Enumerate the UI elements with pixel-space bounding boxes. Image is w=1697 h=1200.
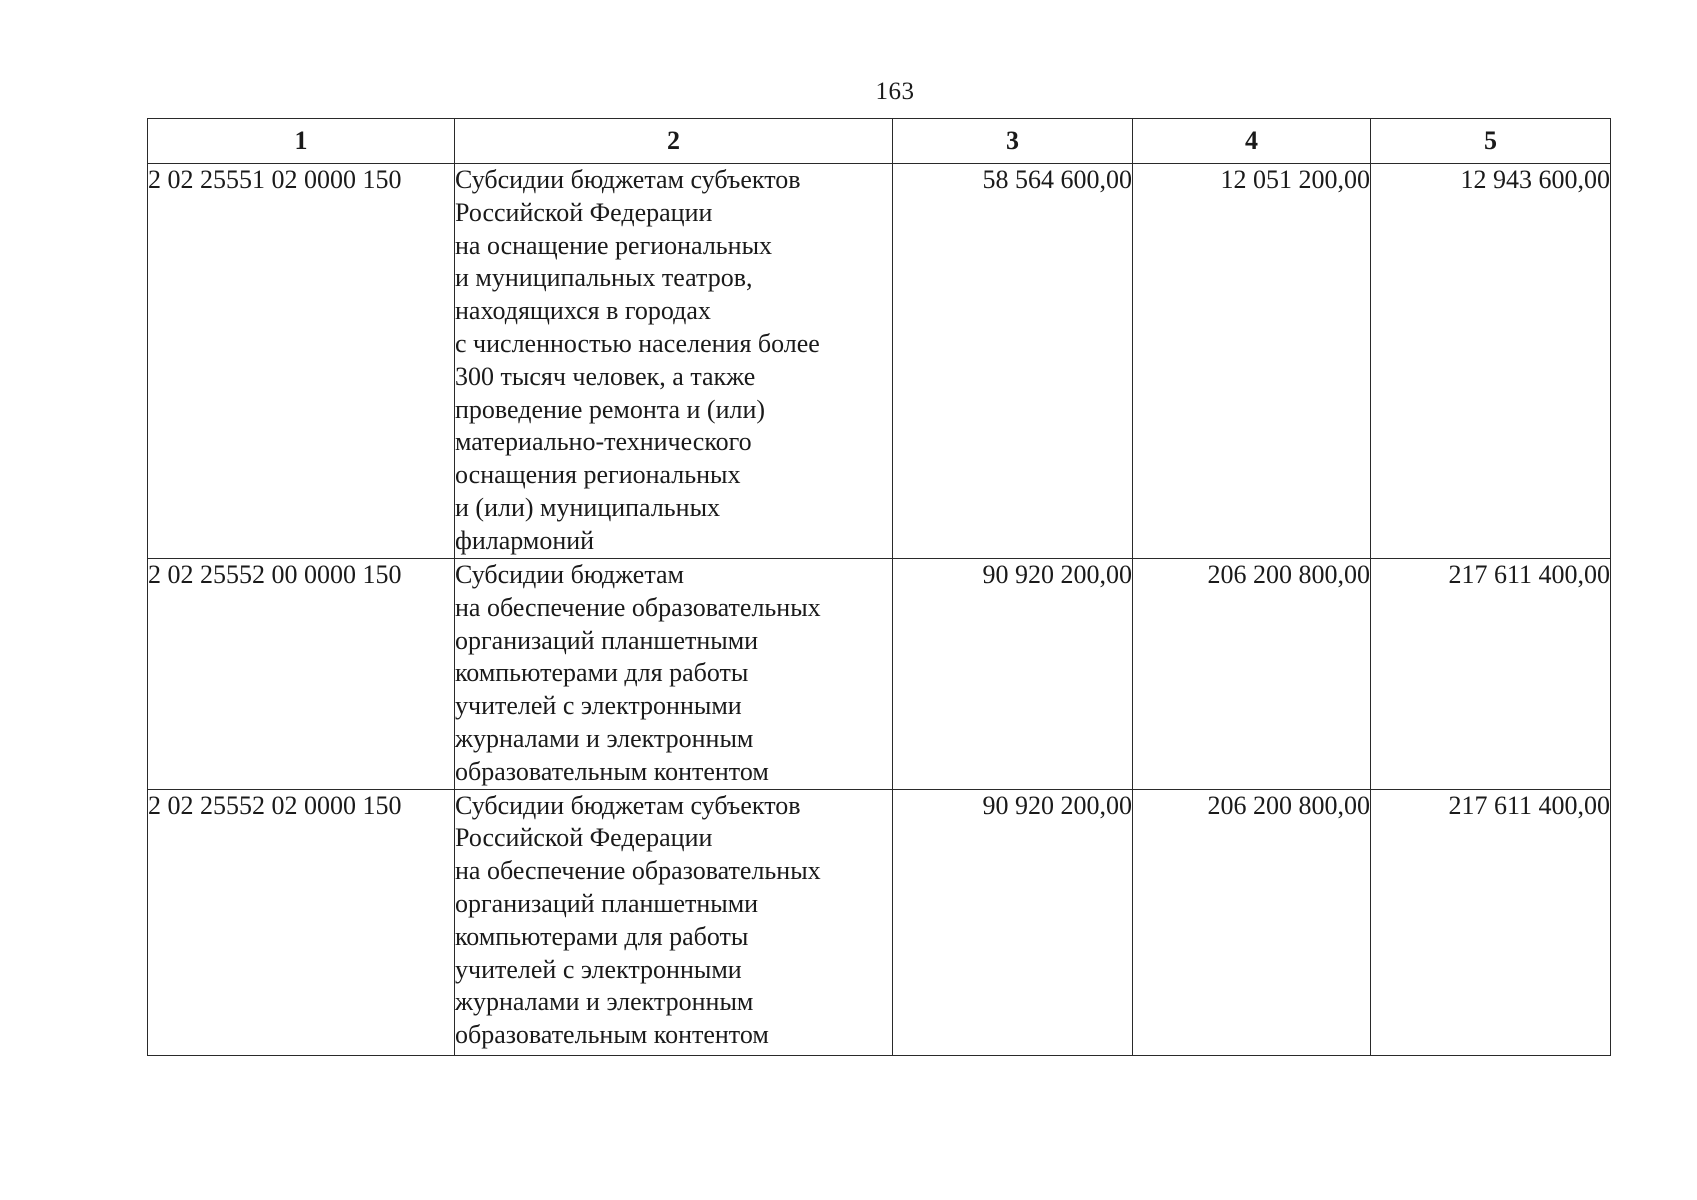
column-header-4: 4: [1133, 119, 1371, 164]
budget-table: [147, 118, 1611, 1056]
description-line: на обеспечение образовательных: [455, 856, 821, 886]
budget-code-cell: 2 02 25552 02 0000 150: [148, 789, 455, 1055]
amount-col5-cell: 217 611 400,00: [1371, 789, 1611, 1055]
column-header-5: 5: [1371, 119, 1611, 164]
description-line: организаций планшетными: [455, 888, 759, 918]
column-header-1: 1: [148, 119, 455, 164]
description-line: на оснащение региональных: [455, 230, 773, 260]
page-number: 163: [875, 78, 915, 105]
table-row: [148, 164, 1611, 559]
description-line: журналами и электронным: [455, 723, 754, 753]
description-line: филармоний: [455, 525, 595, 555]
amount-col3-cell: 58 564 600,00: [893, 164, 1133, 559]
description-line: компьютерами для работы: [455, 921, 749, 951]
amount-col4-cell: 206 200 800,00: [1133, 789, 1371, 1055]
column-header-3: 3: [893, 119, 1133, 164]
description-line: учителей с электронными: [455, 954, 742, 984]
description-cell: [455, 164, 893, 559]
amount-col4-cell: 12 051 200,00: [1133, 164, 1371, 559]
table-row: [148, 559, 1611, 790]
header-row: [148, 119, 1611, 164]
budget-code-cell: 2 02 25551 02 0000 150: [148, 164, 455, 559]
description-line: образовательным контентом: [455, 1020, 769, 1050]
description-cell: [455, 559, 893, 790]
description-cell: [455, 789, 893, 1055]
description-line: и (или) муниципальных: [455, 492, 721, 522]
description-line: проведение ремонта и (или): [455, 394, 766, 424]
description-line: компьютерами для работы: [455, 658, 749, 688]
description-line: журналами и электронным: [455, 987, 754, 1017]
amount-col5-cell: 12 943 600,00: [1371, 164, 1611, 559]
description-line: Субсидии бюджетам субъектов: [455, 790, 801, 820]
description-line: находящихся в городах: [455, 296, 711, 326]
description-line: и муниципальных театров,: [455, 263, 753, 293]
amount-col5-cell: 217 611 400,00: [1371, 559, 1611, 790]
amount-col3-cell: 90 920 200,00: [893, 789, 1133, 1055]
description-line: оснащения региональных: [455, 460, 741, 490]
description-line: Российской Федерации: [455, 823, 713, 853]
description-line: образовательным контентом: [455, 756, 769, 786]
description-line: организаций планшетными: [455, 625, 759, 655]
description-line: на обеспечение образовательных: [455, 592, 821, 622]
description-line: материально-технического: [455, 427, 752, 457]
budget-code-cell: 2 02 25552 00 0000 150: [148, 559, 455, 790]
description-line: с численностью населения более: [455, 328, 820, 358]
amount-col3-cell: 90 920 200,00: [893, 559, 1133, 790]
description-line: Субсидии бюджетам субъектов: [455, 165, 801, 194]
description-line: Российской Федерации: [455, 197, 713, 227]
description-line: 300 тысяч человек, а также: [455, 361, 756, 391]
amount-col4-cell: 206 200 800,00: [1133, 559, 1371, 790]
column-header-2: 2: [455, 119, 893, 164]
description-line: учителей с электронными: [455, 691, 742, 721]
table-row: [148, 789, 1611, 1055]
description-line: Субсидии бюджетам: [455, 560, 684, 589]
